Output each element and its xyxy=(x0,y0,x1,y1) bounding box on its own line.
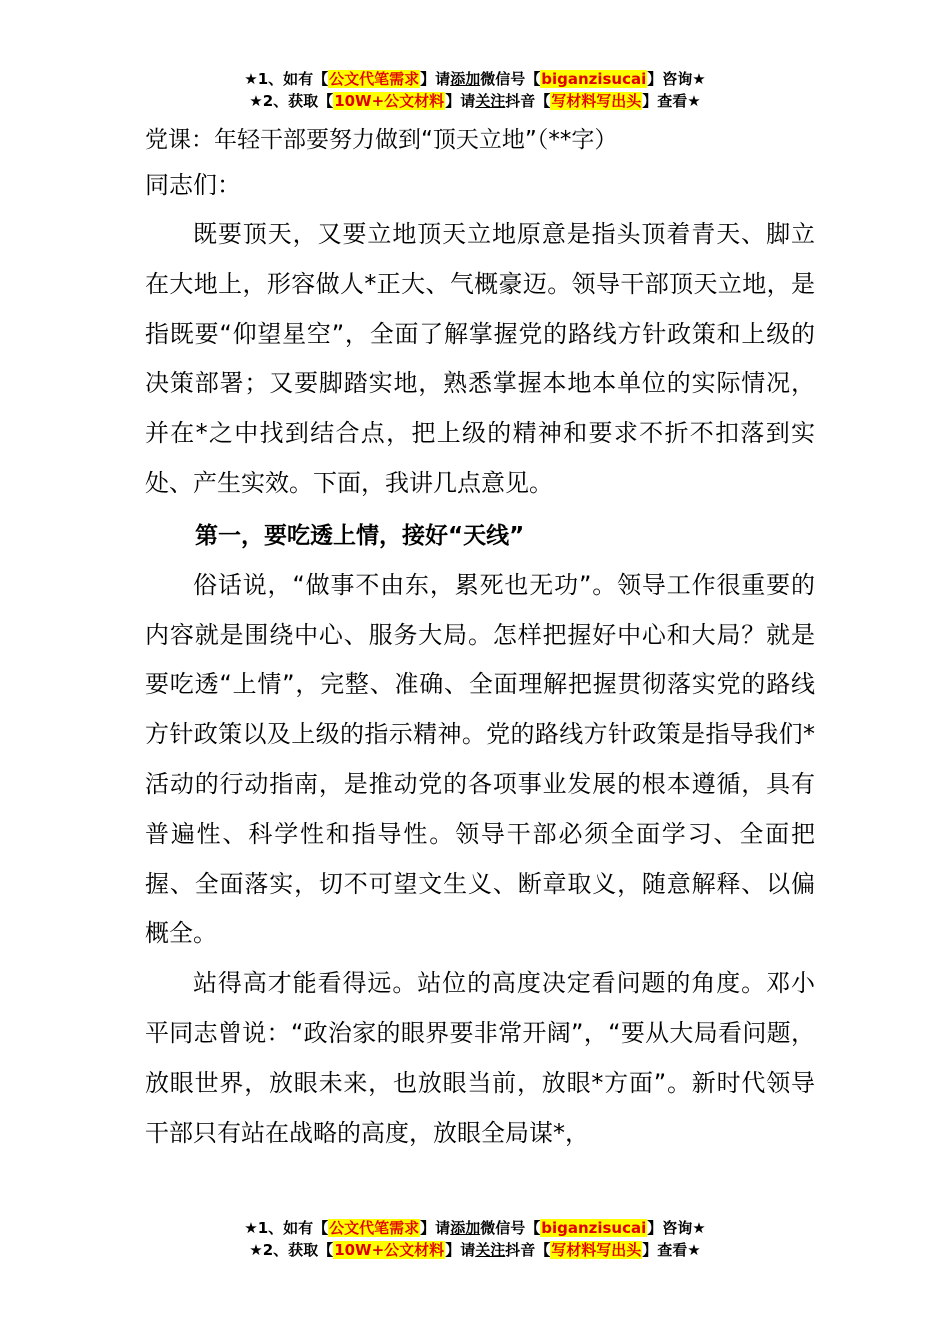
document-body xyxy=(145,120,815,1158)
greeting: 同志们： xyxy=(145,171,241,199)
paragraph: 既要顶天，又要立地顶天立地原意是指头顶着青天、脚立在大地上，形容做人*正大、气概豪迈。领导干部顶天立地，是指既要“仰望星空”，全面了解掌握党的路线方针政策和上级的决策部署；又要脚踏实地，熟悉掌握本地本单位的实际情况，并在*之中找到结合点，把上级的精神和要求不折不扣落到实处、产生实效。下面，我讲几点意见。 xyxy=(145,220,815,497)
highlight-text: biganzisucai xyxy=(541,1219,647,1237)
highlight-text: 写材料写出头 xyxy=(551,92,642,110)
document-title: 党课：年轻干部要努力做到“顶天立地”（**字） xyxy=(145,127,618,153)
promo-line-2: ★2、获取【10W+公文材料】请关注抖音【写材料写出头】查看★ xyxy=(249,92,701,110)
promo-line-1: ★1、如有【公文代笔需求】请添加微信号【biganzisucai】咨询★ xyxy=(244,70,706,88)
highlight-text: 写材料写出头 xyxy=(551,1241,642,1259)
paragraph: 俗话说，“做事不由东，累死也无功”。领导工作很重要的内容就是围绕中心、服务大局。怎样把握好中心和大局？就是要吃透“上情”，完整、准确、全面理解把握贯彻落实党的路线方针政策以及上级的指示精神。党的路线方针政策是指导我们*活动的行动指南，是推动党的各项事业发展的根本遵循，具有普遍性、科学性和指导性。领导干部必须全面学习、全面把握、全面落实，切不可望文生义、断章取义，随意解释、以偏概全。 xyxy=(145,570,815,948)
promo-banner-bottom xyxy=(0,1217,950,1261)
highlight-text: 10W+公文材料 xyxy=(334,92,445,110)
promo-line-1: ★1、如有【公文代笔需求】请添加微信号【biganzisucai】咨询★ xyxy=(244,1219,706,1237)
promo-line-2: ★2、获取【10W+公文材料】请关注抖音【写材料写出头】查看★ xyxy=(249,1241,701,1259)
paragraph: 站得高才能看得远。站位的高度决定看问题的角度。邓小平同志曾说：“政治家的眼界要非常开阔”，“要从大局看问题，放眼世界，放眼未来，也放眼当前，放眼*方面”。新时代领导干部只有站在战略的高度，放眼全局谋*， xyxy=(145,969,815,1147)
promo-banner-top xyxy=(0,68,950,112)
section-heading: 第一，要吃透上情，接好“天线” xyxy=(195,522,525,549)
highlight-text: 10W+公文材料 xyxy=(334,1241,445,1259)
highlight-text: biganzisucai xyxy=(541,70,647,88)
highlight-text: 公文代笔需求 xyxy=(329,70,420,88)
highlight-text: 公文代笔需求 xyxy=(329,1219,420,1237)
